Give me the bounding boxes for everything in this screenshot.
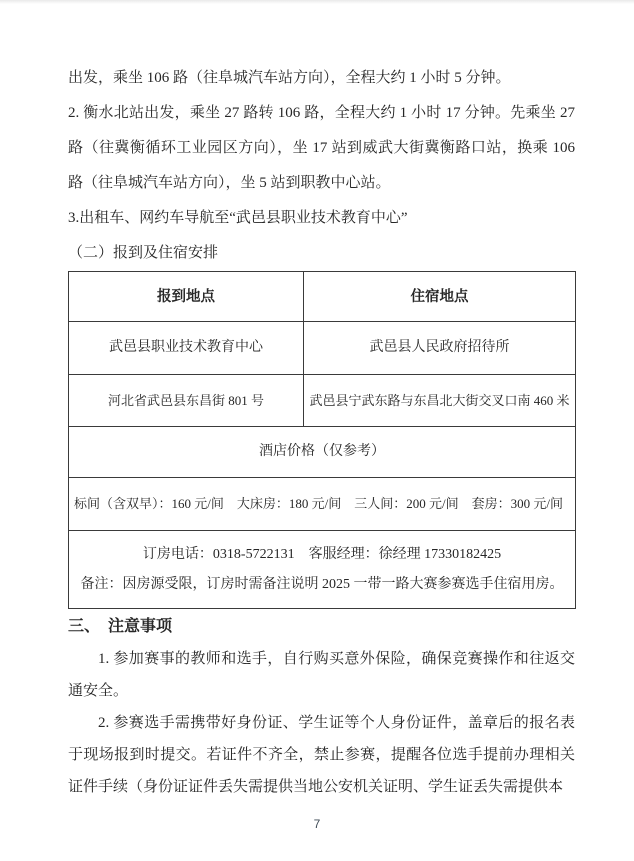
lodging-table	[68, 271, 576, 609]
lodging-address-cell: 武邑县宁武东路与东昌北大街交叉口南 460 米	[304, 375, 576, 427]
booking-info-row	[69, 531, 576, 609]
price-detail-row	[69, 478, 576, 531]
transport-paragraph-route-3: 3.出租车、网约车导航至“武邑县职业技术教育中心”	[68, 210, 408, 226]
transport-paragraph-continued: 出发，乘坐 106 路（往阜城汽车站方向），全程大约 1 小时 5 分钟。	[68, 70, 511, 86]
checkin-address-cell: 河北省武邑县东昌街 801 号	[69, 375, 304, 427]
page-content	[68, 61, 575, 803]
table-header-row	[69, 272, 576, 322]
booking-info-cell	[69, 531, 576, 609]
page-number: 7	[313, 817, 321, 831]
booking-phone-line: 订房电话：0318-5722131 客服经理：徐经理 17330182425	[142, 546, 502, 562]
booking-note-line: 备注：因房源受限，订房时需备注说明 2025 一带一路大赛参赛选手住宿用房。	[80, 576, 564, 592]
table-header-checkin-location: 报到地点	[69, 272, 304, 322]
table-row	[69, 375, 576, 427]
note-item-1: 1. 参加赛事的教师和选手，自行购买意外保险，确保竞赛操作和往返交通安全。	[68, 651, 575, 699]
note-item-2: 2. 参赛选手需携带好身份证、学生证等个人身份证件，盖章后的报名表于现场报到时提交。若证件不齐全，禁止参赛，提醒各位选手提前办理相关证件手续（身份证证件丢失需提供当地公安机关证明、学生证丢失需提供本	[68, 715, 575, 795]
checkin-name-cell: 武邑县职业技术教育中心	[69, 322, 304, 375]
price-title-row	[69, 427, 576, 478]
price-detail-cell: 标间（含双早）：160 元/间 大床房：180 元/间 三人间：200 元/间 套房：300 元/间	[69, 478, 576, 531]
page-top-edge	[0, 0, 634, 4]
transport-paragraph-route-2: 2. 衡水北站出发，乘坐 27 路转 106 路，全程大约 1 小时 17 分钟。先乘坐 27 路（往冀衡循环工业园区方向），坐 17 站到威武大街冀衡路口站，换乘 106 路（往阜城汽车站方向），坐 5 站到职教中心站。	[68, 105, 575, 191]
table-header-lodging-location: 住宿地点	[304, 272, 576, 322]
price-title-cell: 酒店价格（仅参考）	[69, 427, 576, 478]
lodging-section-heading: （二）报到及住宿安排	[68, 245, 219, 261]
lodging-name-cell: 武邑县人民政府招待所	[304, 322, 576, 375]
table-row	[69, 322, 576, 375]
notes-section-heading: 三、 注意事项	[68, 618, 173, 635]
